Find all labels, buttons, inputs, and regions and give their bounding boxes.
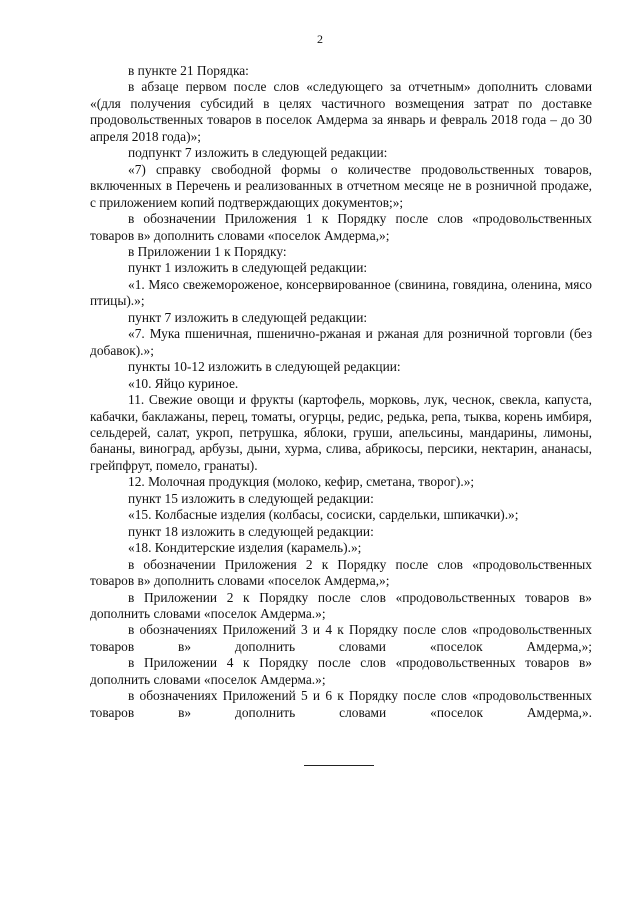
- paragraph: в обозначении Приложения 1 к Порядку после слов «продовольственных товаров в» дополнить словами «поселок Амдерма,»;: [90, 211, 592, 243]
- paragraph: в пункте 21 Порядка:: [128, 63, 249, 78]
- paragraph: «10. Яйцо куриное.: [128, 375, 239, 391]
- paragraph: в Приложении 4 к Порядку после слов «продовольственных товаров в» дополнить словами «поселок Амдерма.»;: [90, 655, 592, 687]
- paragraph: «1. Мясо свежемороженое, консервированное (свинина, говядина, оленина, мясо птицы).»;: [90, 276, 592, 309]
- paragraph: в Приложении 1 к Порядку:: [128, 243, 287, 259]
- paragraph: 12. Молочная продукция (молоко, кефир, сметана, творог).»;: [128, 474, 475, 490]
- paragraph: подпункт 7 изложить в следующей редакции:: [128, 145, 388, 161]
- closing-rule: [304, 765, 374, 766]
- paragraph: «7. Мука пшеничная, пшенично-ржаная и ржаная для розничной торговли (без добавок).»;: [90, 326, 592, 358]
- paragraph: в обозначениях Приложений 5 и 6 к Порядку после слов «продовольственных товаров в» дополнить словами «поселок Амдерма,».: [90, 688, 592, 720]
- paragraph: пункт 15 изложить в следующей редакции:: [128, 490, 374, 506]
- paragraph: пункт 7 изложить в следующей редакции:: [128, 309, 368, 325]
- paragraph: «18. Кондитерские изделия (карамель).»;: [128, 540, 362, 556]
- page-number: 2: [317, 32, 323, 46]
- paragraph: пункт 1 изложить в следующей редакции:: [128, 260, 368, 276]
- paragraph: в Приложении 2 к Порядку после слов «продовольственных товаров в» дополнить словами «поселок Амдерма.»;: [90, 589, 592, 621]
- document-body: [90, 63, 592, 721]
- paragraph: 11. Свежие овощи и фрукты (картофель, морковь, лук, чеснок, свекла, капуста, кабачки, баклажаны, перец, томаты, огурцы, редис, редька, репа, тыква, корень имбиря, сельдерей, салат, укроп, петрушка, яблоки, груши, апельсины, мандарины, лимоны, бананы, виноград, арбузы, дыни, хурма, слива, абрикосы, персики, нектарин, ананасы, грейпфрут, помело, гранаты).: [90, 392, 592, 473]
- paragraph: «15. Колбасные изделия (колбасы, сосиски, сардельки, шпикачки).»;: [128, 507, 519, 523]
- paragraph: в обозначении Приложения 2 к Порядку после слов «продовольственных товаров в» дополнить словами «поселок Амдерма,»;: [90, 556, 592, 589]
- paragraph: пункты 10-12 изложить в следующей редакции:: [128, 359, 401, 375]
- paragraph: в обозначениях Приложений 3 и 4 к Порядку после слов «продовольственных товаров в» дополнить словами «поселок Амдерма,»;: [90, 622, 592, 654]
- paragraph: в абзаце первом после слов «следующего за отчетным» дополнить словами «(для получения субсидий в целях частичного возмещения затрат по доставке продовольственных товаров в поселок Амдерма за январь и февраль 2018 года – до 30 апреля 2018 года)»;: [90, 79, 592, 144]
- paragraph: пункт 18 изложить в следующей редакции:: [128, 523, 374, 539]
- paragraph: «7) справку свободной формы о количестве продовольственных товаров, включенных в Перечень и реализованных в отчетном месяце не в розничной продаже, с приложением копий подтверждающих документов;»;: [90, 161, 592, 210]
